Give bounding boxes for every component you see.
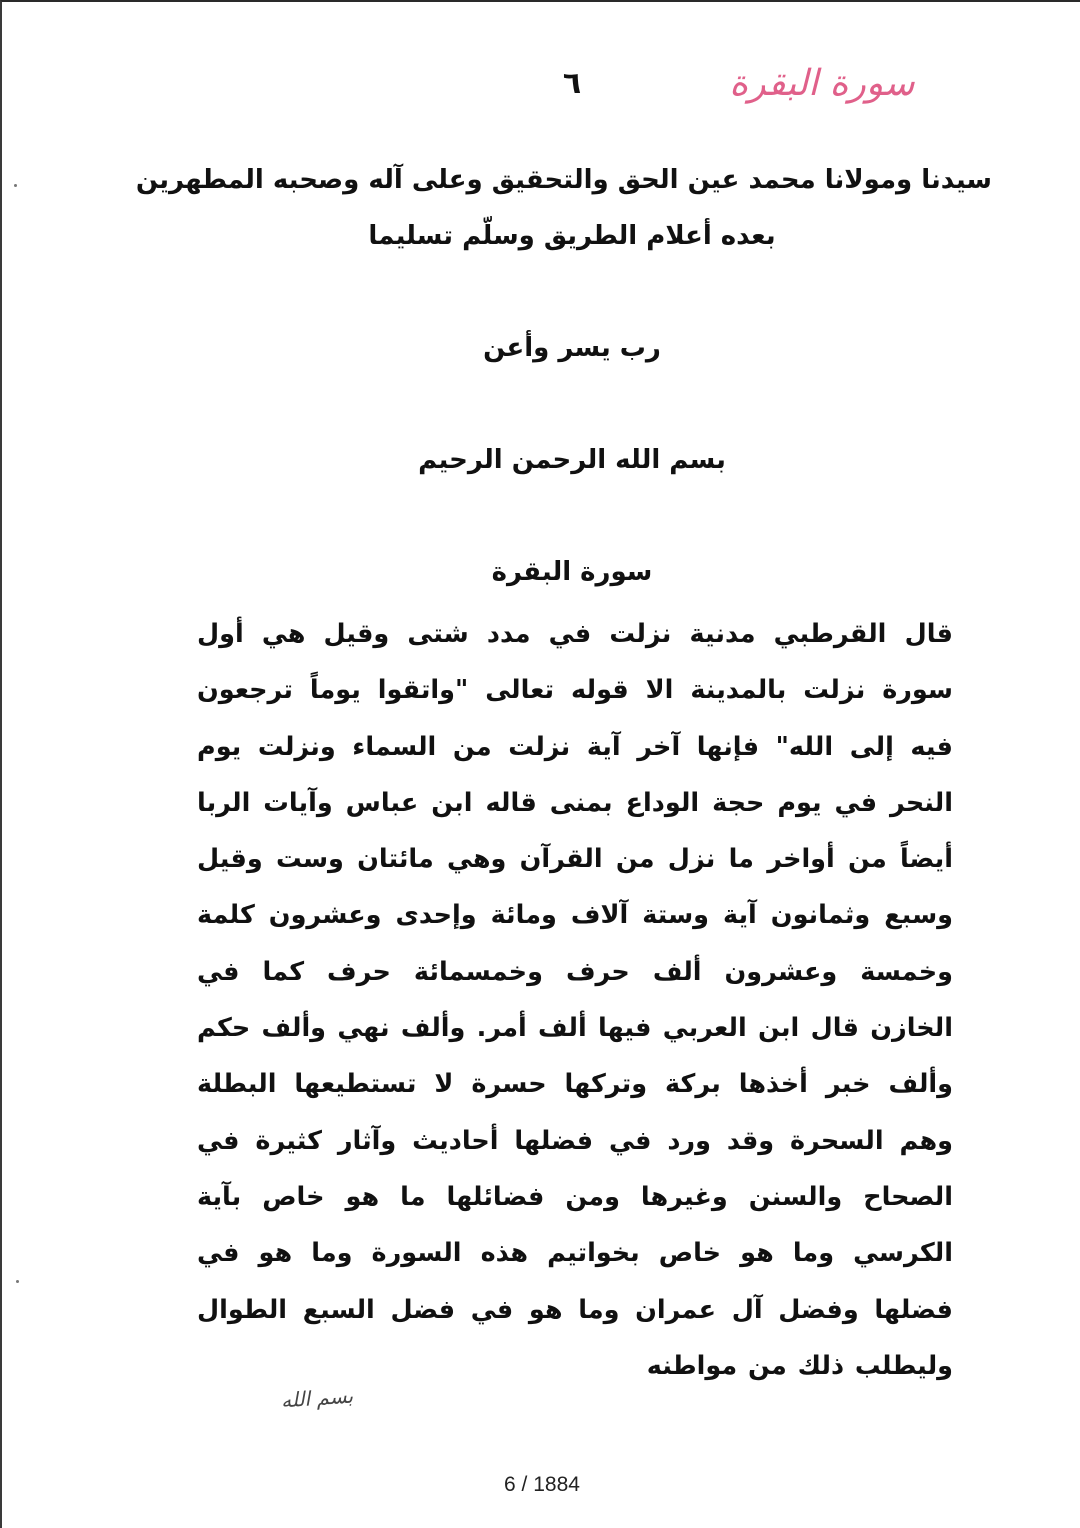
invocation-line: رب يسر وأعن [483,333,661,363]
commentary-paragraph: قال القرطبي مدنية نزلت في مدد شتى وقيل هي أول سورة نزلت بالمدينة الا قوله تعالى "واتقوا يوماً ترجعون فيه إلى الله" فإنها آخر آية نزلت من السماء ونزلت يوم النحر في يوم حجة الوداع بمنى قاله ابن عباس وآيات الربا أيضاً من أواخر ما نزل من القرآن وهي مائتان وست وقيل وسبع وثمانون آية وستة آلاف ومائة وإحدى وعشرون كلمة وخمسة وعشرون ألف حرف وخمسمائة حرف كما في الخازن قال ابن العربي فيها ألف أمر. وألف نهي وألف حكم وألف خبر أخذها بركة وتركها حسرة لا تستطيعها البطلة وهم السحرة وقد ورد في فضلها أحاديث وآثار كثيرة في الصحاح والسنن وغيرها ومن فضائلها ما هو خاص بآية الكرسي وما هو خاص بخواتيم هذه السورة وما هو في فضلها وفضل آل عمران وما هو في فضل السبع الطوال وليطلب ذلك من مواطنه [197,619,953,1381]
handwritten-signature: بسم الله [280,1383,354,1413]
surah-heading: سورة البقرة [491,557,653,587]
handwritten-surah-title: سورة البقرة [729,63,915,104]
page-indicator: 6 / 1884 [504,1473,580,1496]
scan-speck [16,1280,19,1283]
intro-line-1: سيدنا ومولانا محمد عين الحق والتحقيق وعلى آله وصحبه المطهرين [135,165,992,195]
intro-line-2: بعده أعلام الطريق وسلّم تسليما [368,221,776,251]
page-number: ٦ [562,66,582,101]
scan-speck [14,184,17,187]
basmala-line: بسم الله الرحمن الرحيم [418,445,726,475]
